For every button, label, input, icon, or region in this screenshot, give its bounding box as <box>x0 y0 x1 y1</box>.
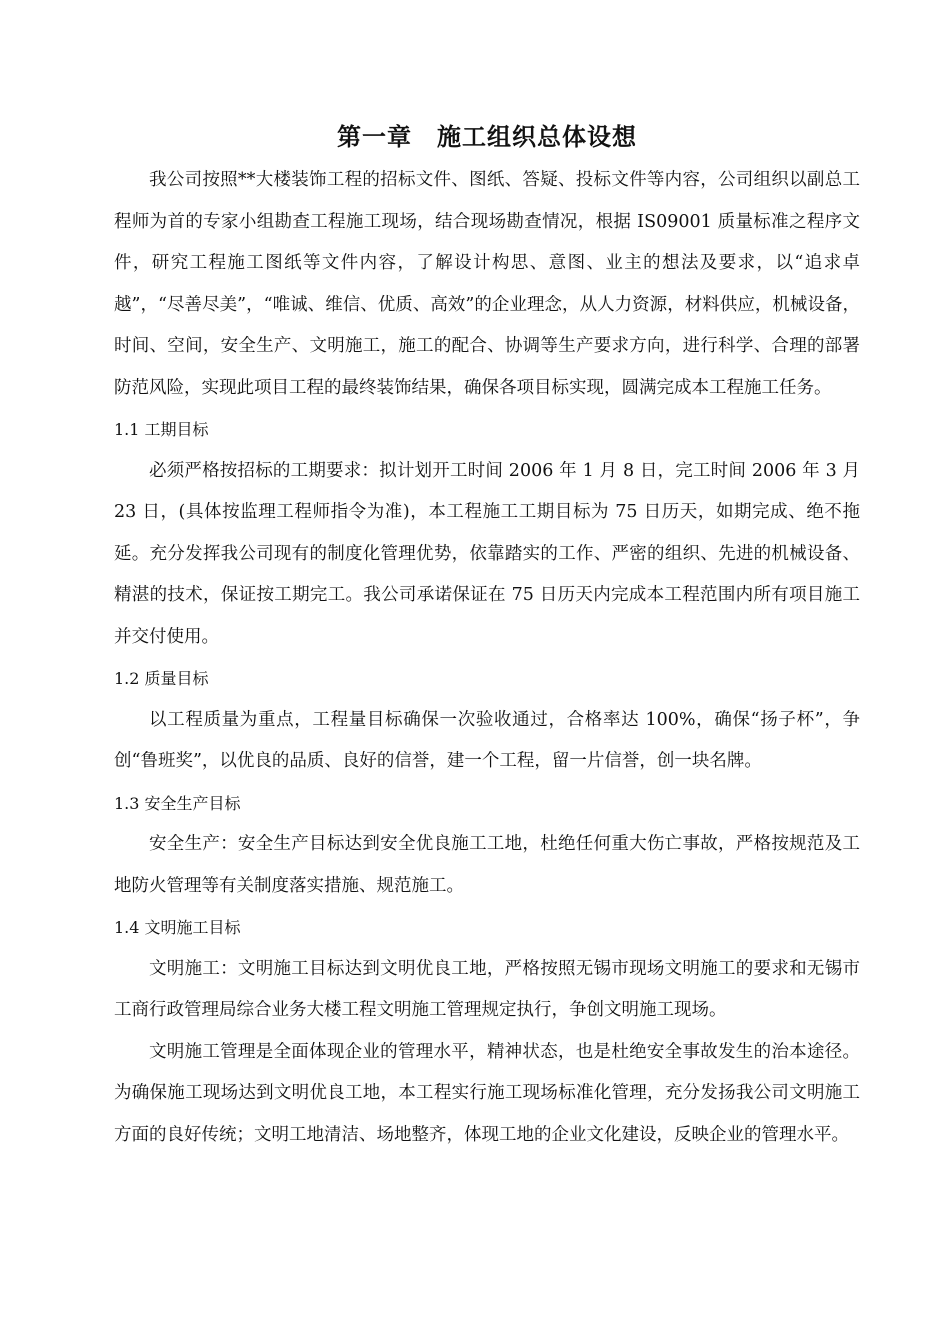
section-quality-goal <box>114 658 860 783</box>
section-safety-goal <box>114 783 860 908</box>
section-paragraph: 文明施工：文明施工目标达到文明优良工地，严格按照无锡市现场文明施工的要求和无锡市工商行政管理局综合业务大楼工程文明施工管理规定执行，争创文明施工现场。 <box>114 958 860 1020</box>
section-heading: 1.4 文明施工目标 <box>114 918 241 937</box>
section-heading: 1.1 工期目标 <box>114 420 209 439</box>
section-civilized-construction-goal <box>114 907 860 1156</box>
chapter-title: 第一章 施工组织总体设想 <box>337 122 637 151</box>
section-heading: 1.3 安全生产目标 <box>114 793 241 813</box>
section-schedule-goal <box>114 409 860 658</box>
intro-paragraph: 我公司按照**大楼装饰工程的招标文件、图纸、答疑、投标文件等内容，公司组织以副总工程师为首的专家小组勘查工程施工现场，结合现场勘查情况，根据 IS09001 质量标准之程序文件，研究工程施工图纸等文件内容，了解设计构思、意图、业主的想法及要求，以“追求卓越”，“尽善尽美”，“唯诚、维信、优质、高效”的企业理念，从人力资源，材料供应，机械设备，时间、空间，安全生产、文明施工，施工的配合、协调等生产要求方向，进行科学、合理的部署防范风险，实现此项目工程的最终装饰结果，确保各项目标实现，圆满完成本工程施工任务。 <box>114 170 860 398</box>
section-paragraph: 必须严格按招标的工期要求：拟计划开工时间 2006 年 1 月 8 日，完工时间 2006 年 3 月 23 日，(具体按监理工程师指令为准)，本工程施工工期目标为 75 日历天，如期完成、绝不拖延。充分发挥我公司现有的制度化管理优势，依靠踏实的工作、严密的组织、先进的机械设备、精湛的技术，保证按工期完工。我公司承诺保证在 75 日历天内完成本工程范围内所有项目施工并交付使用。 <box>114 460 860 647</box>
section-paragraph: 安全生产：安全生产目标达到安全优良施工工地，杜绝任何重大伤亡事故，严格按规范及工地防火管理等有关制度落实措施、规范施工。 <box>114 834 860 896</box>
section-paragraph: 以工程质量为重点，工程量目标确保一次验收通过，合格率达 100%，确保“扬子杯”，争创“鲁班奖”，以优良的品质、良好的信誉，建一个工程，留一片信誉，创一块名牌。 <box>114 709 860 771</box>
section-paragraph: 文明施工管理是全面体现企业的管理水平，精神状态，也是杜绝安全事故发生的治本途径。为确保施工现场达到文明优良工地，本工程实行施工现场标准化管理，充分发扬我公司文明施工方面的良好传统；文明工地清洁、场地整齐，体现工地的企业文化建设，反映企业的管理水平。 <box>114 1041 860 1145</box>
section-heading: 1.2 质量目标 <box>114 669 209 688</box>
